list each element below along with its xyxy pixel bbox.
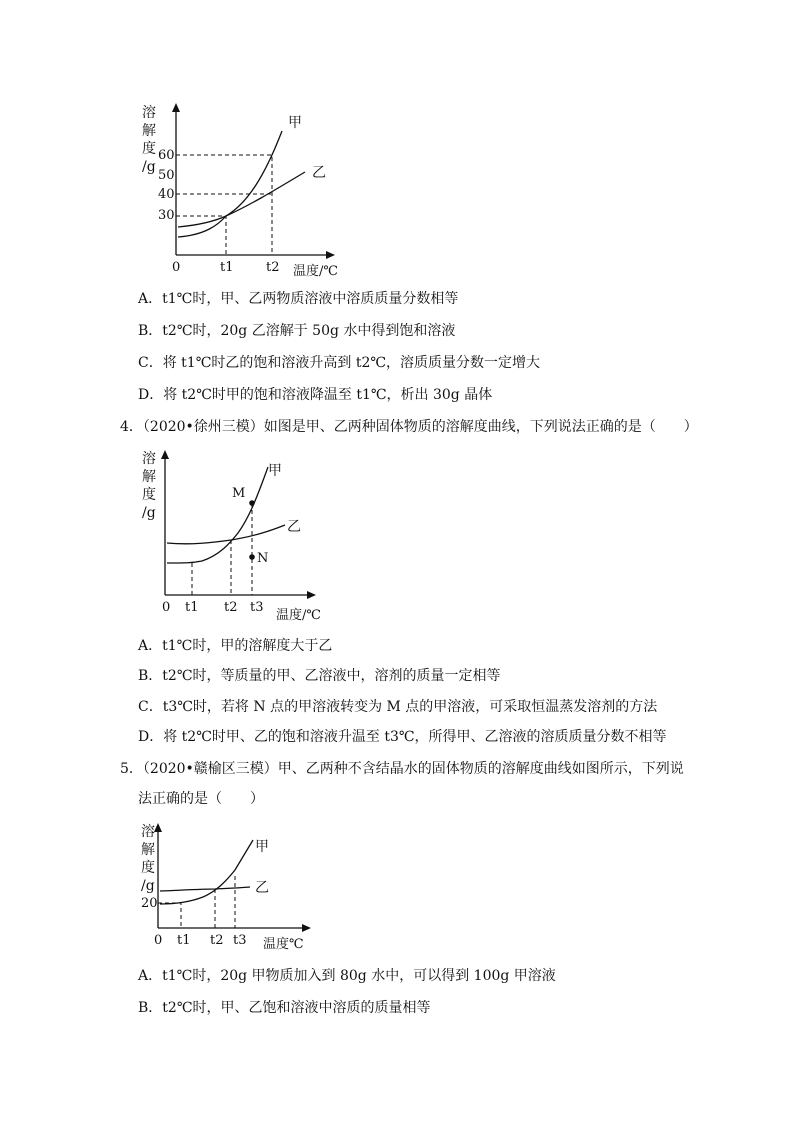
- point-n: [249, 554, 255, 560]
- series-label-yi: 乙: [255, 880, 269, 896]
- curve-yi: [160, 887, 250, 891]
- curve-yi: [178, 172, 305, 227]
- x-axis-label: 温度/℃: [276, 608, 321, 623]
- x-tick-label: t1: [220, 260, 234, 275]
- series-label-jia: 甲: [268, 463, 282, 479]
- y-axis-label-char: /g: [141, 878, 155, 894]
- x-tick-label: t1: [185, 600, 199, 615]
- y-tick-label: 60: [158, 148, 175, 163]
- q3-option-a: A．t1℃时，甲、乙两物质溶液中溶质质量分数相等: [138, 291, 459, 307]
- x-axis-label: 温度/℃: [293, 264, 338, 279]
- x-tick-label: t3: [250, 600, 264, 615]
- y-axis-label-char: /g: [142, 505, 156, 521]
- y-axis-label-char: 溶: [141, 824, 155, 840]
- point-n-label: N: [257, 551, 269, 566]
- q4-option-a: A．t1℃时，甲的溶解度大于乙: [138, 638, 333, 654]
- series-label-jia: 甲: [255, 839, 269, 855]
- q5-option-a: A．t1℃时，20g 甲物质加入到 80g 水中，可以得到 100g 甲溶液: [138, 968, 556, 984]
- origin-label: 0: [172, 260, 181, 275]
- curve-jia: [160, 840, 253, 904]
- curve-jia: [167, 467, 268, 563]
- y-axis-label-char: 解: [142, 469, 156, 485]
- x-tick-label: t1: [177, 933, 191, 948]
- y-axis-label-char: /g: [142, 159, 156, 175]
- q3-option-c: C．将 t1℃时乙的饱和溶液升高到 t2℃，溶质质量分数一定增大: [138, 355, 541, 371]
- q4-option-d: D．将 t2℃时甲、乙的饱和溶液升温至 t3℃，所得甲、乙溶液的溶质质量分数不相等: [138, 729, 667, 745]
- y-axis-label-char: 度: [142, 141, 156, 157]
- x-axis-label: 温度℃: [263, 937, 304, 952]
- q3-option-b: B．t2℃时，20g 乙溶解于 50g 水中得到饱和溶液: [138, 323, 456, 339]
- y-tick-label: 40: [158, 187, 175, 202]
- curve-jia: [178, 131, 282, 237]
- origin-label: 0: [154, 933, 163, 948]
- point-m: [249, 500, 255, 506]
- origin-label: 0: [162, 600, 171, 615]
- series-label-jia: 甲: [288, 115, 302, 131]
- question-4-stem: 4．（2020•徐州三模）如图是甲、乙两种固体物质的溶解度曲线，下列说法正确的是（ ）: [120, 419, 698, 435]
- q3-option-d: D．将 t2℃时甲的饱和溶液降温至 t1℃，析出 30g 晶体: [138, 387, 493, 403]
- solubility-chart-3: [135, 818, 325, 958]
- q4-option-b: B．t2℃时，等质量的甲、乙溶液中，溶剂的质量一定相等: [138, 668, 501, 684]
- y-axis-label-char: 解: [141, 842, 155, 858]
- point-m-label: M: [232, 486, 246, 501]
- x-tick-label: t2: [266, 260, 280, 275]
- series-label-yi: 乙: [312, 165, 326, 181]
- question-5-stem-line1: 5．（2020•赣榆区三模）甲、乙两种不含结晶水的固体物质的溶解度曲线如图所示，下列说: [120, 761, 684, 777]
- y-tick-label: 50: [158, 168, 175, 183]
- series-label-yi: 乙: [287, 519, 301, 535]
- y-axis-label-char: 度: [141, 860, 155, 876]
- y-tick-label: 20: [141, 896, 158, 911]
- x-tick-label: t3: [233, 933, 247, 948]
- q4-option-c: C．t3℃时，若将 N 点的甲溶液转变为 M 点的甲溶液，可采取恒温蒸发溶剂的方法: [138, 699, 658, 715]
- curve-yi: [167, 525, 285, 544]
- y-axis-label-char: 度: [142, 487, 156, 503]
- y-axis-label-char: 溶: [142, 451, 156, 467]
- y-tick-label: 30: [158, 208, 175, 223]
- q5-option-b: B．t2℃时，甲、乙饱和溶液中溶质的质量相等: [138, 1000, 431, 1016]
- y-axis-label-char: 溶: [142, 105, 156, 121]
- solubility-chart-1: [130, 95, 350, 280]
- x-tick-label: t2: [210, 933, 224, 948]
- y-axis-label-char: 解: [142, 123, 156, 139]
- solubility-chart-2: [130, 445, 330, 625]
- question-5-stem-line2: 法正确的是（ ）: [138, 791, 264, 807]
- x-tick-label: t2: [224, 600, 238, 615]
